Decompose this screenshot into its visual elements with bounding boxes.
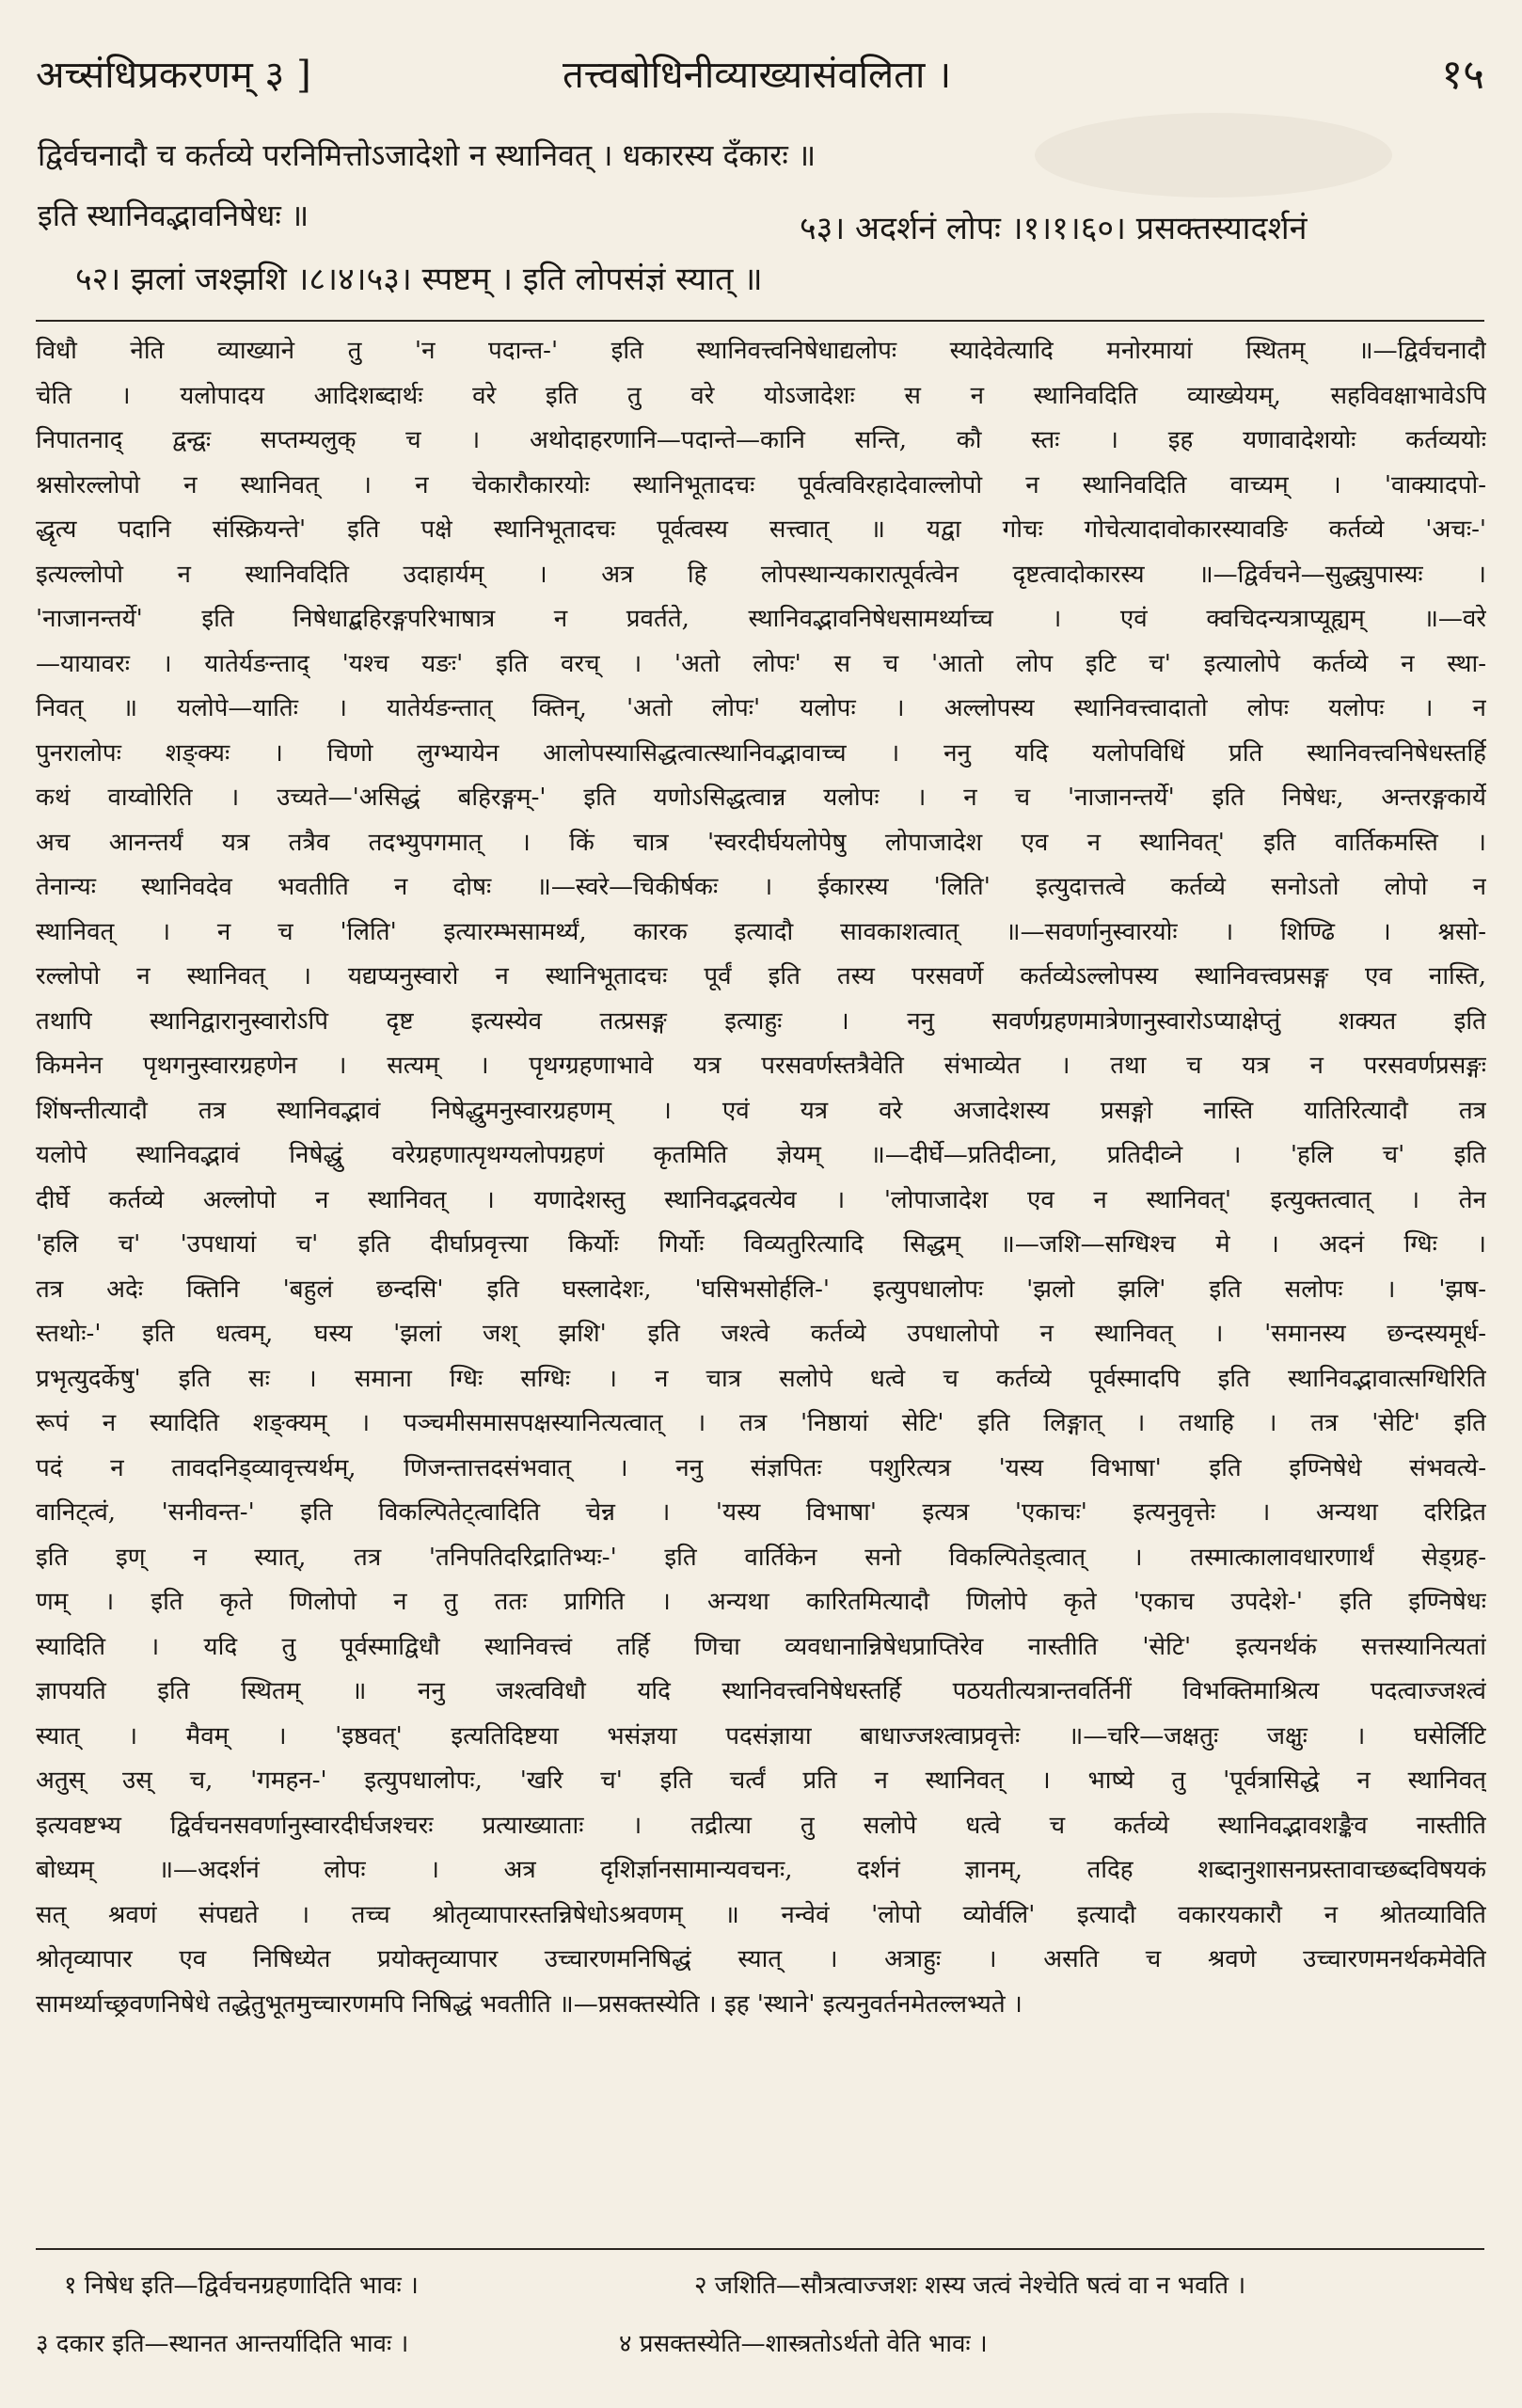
sutra-52: ५२। झलां जश्झशि ।८।४।५३। स्पष्टम् । इति लोपसंज्ञं स्यात् ॥ [75,261,763,298]
footnote-2: २ जशिति—सौत्रत्वाज्जशः शस्य जत्वं नेश्चेति षत्वं वा न भवति । [694,2272,1246,2300]
commentary-line: सामर्थ्याच्छ्रवणनिषेधे तद्धेतुभूतमुच्चारणमपि निषिद्धं भवतीति ॥—प्रसक्तस्येति । इह 'स्थाने' इत्यनुवर्तनमेतल्लभ्यते । [36,1989,1023,2019]
commentary-line: तत्र अदेः क्तिनि 'बहुलं छन्दसि' इति घस्लादेशः, 'घसिभसोर्हलि-' इत्युपधालोपः 'झलो झलि' इति सलोपः । 'झष- [36,1275,1486,1304]
running-header [36,45,1484,111]
sutra-53: ५३। अदर्शनं लोपः ।१।१।६०। प्रसक्तस्यादर्शनं [800,210,1308,247]
commentary-line: शिंषन्तीत्यादौ तत्र स्थानिवद्भावं निषेद्धुमनुस्वारग्रहणम् । एवं यत्र वरे अजादेशस्य प्रसङ्गो नास्ति यातिरित्यादौ तत्र [36,1096,1486,1125]
commentary-body [36,329,1486,2027]
commentary-line: कथं वाय्वोरिति । उच्यते—'असिद्धं बहिरङ्गम्-' इति यणोऽसिद्धत्वान्न यलोपः । न च 'नाजानन्तर्ये' इति निषेधः, अन्तरङ्गकार्ये [36,784,1486,812]
commentary-line: तथापि स्थानिद्वारानुस्वारोऽपि दृष्ट इत्यस्येव तत्प्रसङ्ग इत्याहुः । ननु सवर्णग्रहणमात्रेणानुस्वारोऽप्याक्षेप्तुं शक्यत इति [36,1006,1486,1036]
commentary-line: तेनान्यः स्थानिवदेव भवतीति न दोषः ॥—स्वरे—चिकीर्षकः । ईकारस्य 'लिति' इत्युदात्तत्वे कर्तव्ये सनोऽतो लोपो न [36,873,1486,901]
commentary-line: दीर्घे कर्तव्ये अल्लोपो न स्थानिवत् । यणादेशस्तु स्थानिवद्भवत्येव । 'लोपाजादेश एव न स्थानिवत्' इत्युक्तत्वात् । तेन [36,1185,1486,1214]
commentary-line: इति इण् न स्यात्, तत्र 'तनिपतिदरिद्रातिभ्यः-' इति वार्तिकेन सनो विकल्पितेड्त्वात् । तस्मात्कालावधारणार्थं सेड्ग्रह- [36,1543,1486,1572]
commentary-line: बोध्यम् ॥—अदर्शनं लोपः । अत्र दृशिर्ज्ञानसामान्यवचनः, दर्शनं ज्ञानम्, तदिह शब्दानुशासनप्रस्तावाच्छब्दविषयकं [36,1856,1486,1884]
commentary-line: वानिट्त्वं, 'सनीवन्त-' इति विकल्पितेट्त्वादिति चेन्न । 'यस्य विभाषा' इत्यत्र 'एकाचः' इत्यनुवृत्तेः । अन्यथा दरिद्रित [36,1498,1486,1527]
commentary-line: स्यादिति । यदि तु पूर्वस्माद्विधौ स्थानिवत्त्वं तर्हि णिचा व्यवधानान्निषेधप्राप्तिरेव नास्तीति 'सेटि' इत्यनर्थकं सत्तस्यानित्यतां [36,1632,1486,1661]
commentary-line: श्नसोरल्लोपो न स्थानिवत् । न चेकारौकारयोः स्थानिभूतादचः पूर्वत्वविरहादेवाल्लोपो न स्थानिवदिति वाच्यम् । 'वाक्यादपो- [36,470,1486,499]
commentary-line: स्यात् । मैवम् । 'इष्ठवत्' इत्यतिदिष्टया भसंज्ञया पदसंज्ञाया बाधाज्जश्त्वाप्रवृत्तेः ॥—चरि—जक्षतुः जक्षुः । घसेर्लिटि [36,1721,1486,1751]
commentary-line: 'हलि च' 'उपधायां च' इति दीर्घाप्रवृत्त्या किर्योः गिर्योः विव्यतुरित्यादि सिद्धम् ॥—जशि—सग्धिश्च मे । अदनं ग्धिः । [36,1230,1486,1259]
paper-stain [1035,113,1392,198]
commentary-line: यलोपे स्थानिवद्भावं निषेद्धुं वरेग्रहणात्पृथग्यलोपग्रहणं कृतमिति ज्ञेयम् ॥—दीर्घे—प्रतिदीव्ना, प्रतिदीव्ने । 'हलि च' इति [36,1141,1486,1169]
footnote-1: १ निषेध इति—द्विर्वचनग्रहणादिति भावः । [64,2272,419,2300]
commentary-line: सत् श्रवणं संपद्यते । तच्च श्रोतृव्यापारस्तन्निषेधोऽश्रवणम् ॥ नन्वेवं 'लोपो व्योर्वलि' इत्यादौ वकारयकारौ न श्रोतव्याविति [36,1900,1486,1929]
commentary-line: —यायावरः । यातेर्यङन्ताद् 'यश्च यङः' इति वरच् । 'अतो लोपः' स च 'आतो लोप इटि च' इत्यालोपे कर्तव्ये न स्था- [36,649,1486,678]
commentary-line: स्थानिवत् । न च 'लिति' इत्यारम्भसामर्थ्यं, कारक इत्यादौ सावकाशत्वात् ॥—सवर्णानुस्वारयोः । शिण्ढि । श्नसो- [36,917,1486,946]
commentary-line: रूपं न स्यादिति शङ्क्यम् । पञ्चमीसमासपक्षस्यानित्यत्वात् । तत्र 'निष्ठायां सेटि' इति लिङ्गात् । तथाहि । तत्र 'सेटि' इति [36,1409,1486,1437]
commentary-line: रल्लोपो न स्थानिवत् । यद्यप्यनुस्वारो न स्थानिभूतादचः पूर्वं इति तस्य परसवर्णे कर्तव्येऽल्लोपस्य स्थानिवत्त्वप्रसङ्ग एव नास्ति, [36,962,1486,990]
commentary-line: अतुस् उस् च, 'गमहन-' इत्युपधालोपः, 'खरि च' इति चर्त्वं प्रति न स्थानिवत् । भाष्ये तु 'पूर्वत्रासिद्धे न स्थानिवत् [36,1766,1486,1795]
footnote-divider [36,2248,1484,2250]
commentary-line: इत्यवष्टभ्य द्विर्वचनसवर्णानुस्वारदीर्घजश्चरः प्रत्याख्याताः । तद्रीत्या तु सलोपे धत्वे च कर्तव्ये स्थानिवद्भावशङ्कैव नास्तीति [36,1811,1486,1840]
commentary-line: स्तथोः-' इति धत्वम्, घस्य 'झलां जश् झशि' इति जश्त्वे कर्तव्ये उपधालोपो न स्थानिवत् । 'समानस्य छन्दस्यमूर्ध- [36,1320,1486,1348]
book-title: तत्त्वबोधिनीव्याख्यासंवलिता । [563,54,952,97]
commentary-line: प्रभृत्युदर्केषु' इति सः । समाना ग्धिः सग्धिः । न चात्र सलोपे धत्वे च कर्तव्ये पूर्वस्मादपि इति स्थानिवद्भावात्सग्धिरिति [36,1364,1486,1393]
commentary-line: ज्ञापयति इति स्थितम् ॥ ननु जश्त्वविधौ यदि स्थानिवत्त्वनिषेधस्तर्हि पठयतीत्यत्रान्तवर्तिनीं विभक्तिमाश्रित्य पदत्वाज्जश्त्वं [36,1677,1486,1705]
commentary-line: अच आनन्तर्यं यत्र तत्रैव तदभ्युपगमात् । किं चात्र 'स्वरदीर्घयलोपेषु लोपाजादेश एव न स्थानिवत्' इति वार्तिकमस्ति । [36,828,1486,857]
commentary-line: चेति । यलोपादय आदिशब्दार्थः वरे इति तु वरे योऽजादेशः स न स्थानिवदिति व्याख्येयम्, सहविवक्षाभावेऽपि [36,381,1486,410]
commentary-line: 'नाजानन्तर्ये' इति निषेधाद्बहिरङ्गपरिभाषात्र न प्रवर्तते, स्थानिवद्भावनिषेधसामर्थ्याच्च । एवं क्वचिदन्यत्राप्यूह्यम् ॥—वरे [36,605,1486,633]
commentary-line: पुनरालोपः शङ्क्यः । चिणो लुग्भ्यायेन आलोपस्यासिद्धत्वात्स्थानिवद्भावाच्च । ननु यदि यलोपविधिं प्रति स्थानिवत्त्वनिषेधस्तर्हि [36,738,1486,768]
commentary-line: निपातनाद् द्वन्द्वः सप्तम्यलुक् च । अथोदाहरणानि—पदान्ते—कानि सन्ति, कौ स्तः । इह यणावादेशयोः कर्तव्ययोः [36,426,1486,454]
commentary-line: निवत् ॥ यलोपे—यातिः । यातेर्यङन्तात् क्तिन्, 'अतो लोपः' यलोपः । अल्लोपस्य स्थानिवत्त्वादातो लोपः यलोपः । न [36,694,1486,722]
section-closing-line: इति स्थानिवद्भावनिषेधः ॥ [38,198,309,233]
vartika-line: द्विर्वचनादौ च कर्तव्ये परनिमित्तोऽजादेशो न स्थानिवत् । धकारस्य दँकारः ॥ [38,137,816,173]
footnote-3: ३ दकार इति—स्थानत आन्तर्यादिति भावः । [36,2330,409,2358]
commentary-line: श्रोतृव्यापार एव निषिध्येत प्रयोक्तृव्यापार उच्चारणमनिषिद्धं स्यात् । अत्राहुः । असति च श्रवणे उच्चारणमनर्थकमेवेति [36,1945,1486,1973]
chapter-heading: अच्संधिप्रकरणम् ३ ] [36,54,311,97]
commentary-line: णम् । इति कृते णिलोपो न तु ततः प्रागिति । अन्यथा कारितमित्यादौ णिलोपे कृते 'एकाच उपदेशे-' इति इण्निषेधः [36,1588,1486,1616]
footnote-4: ४ प्रसक्तस्येति—शास्त्रतोऽर्थतो वेति भावः । [619,2330,988,2358]
commentary-line: पदं न तावदनिड्व्यावृत्त्यर्थम्, णिजन्तात्तदसंभवात् । ननु संज्ञपितः पशुरित्यत्र 'यस्य विभाषा' इति इण्निषेधे संभवत्ये- [36,1453,1486,1482]
commentary-line: विधौ नेति व्याख्याने तु 'न पदान्त-' इति स्थानिवत्त्वनिषेधाद्यलोपः स्यादेवेत्यादि मनोरमायां स्थितम् ॥—द्विर्वचनादौ [36,337,1486,365]
commentary-line: द्धृत्य पदानि संस्क्रियन्ते' इति पक्षे स्थानिभूतादचः पूर्वत्वस्य सत्त्वात् ॥ यद्वा गोचः गोचेत्यादावोकारस्यावङि कर्तव्ये 'अचः-' [36,515,1486,544]
top-divider [36,320,1484,322]
commentary-line: किमनेन पृथगनुस्वारग्रहणेन । सत्यम् । पृथग्ग्रहणाभावे यत्र परसवर्णस्तत्रैवेति संभाव्येत । तथा च यत्र न परसवर्णप्रसङ्गः [36,1052,1486,1080]
page-number: १५ [1441,51,1484,99]
commentary-line: इत्यल्लोपो न स्थानिवदिति उदाहार्यम् । अत्र हि लोपस्थान्यकारात्पूर्वत्वेन दृष्टत्वादोकारस्य ॥—द्विर्वचने—सुद्ध्युपास्यः । [36,560,1486,589]
